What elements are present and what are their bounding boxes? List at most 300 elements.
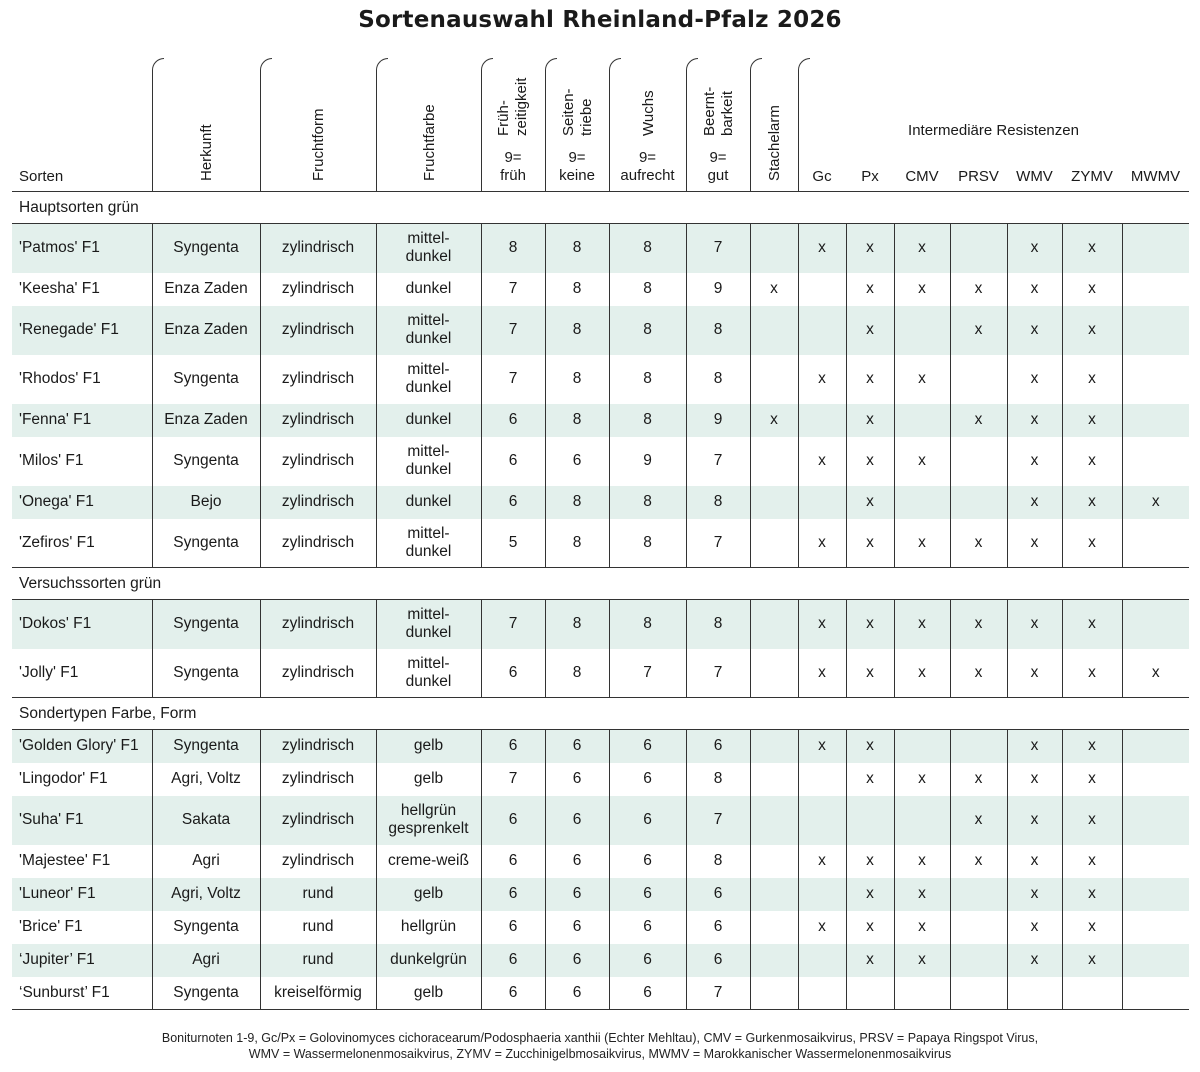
cell-fruchtfarbe	[376, 486, 481, 519]
cell-res-gc: x	[798, 355, 846, 404]
fruchtfarbe-line-1: mittel-	[407, 443, 450, 460]
cell-res-gc: x	[798, 437, 846, 486]
cell-res-prsv: x	[950, 845, 1007, 878]
cell-fruchtform: rund	[260, 878, 376, 911]
cell-res-gc	[798, 273, 846, 306]
cell-fruehzeitigkeit: 6	[481, 796, 545, 845]
cell-res-cmv: x	[894, 944, 950, 977]
cell-sorte: 'Brice' F1	[19, 918, 83, 935]
fruchtfarbe-line-1: gelb	[413, 737, 444, 755]
table-row	[12, 437, 1189, 486]
cell-res-zymv: x	[1062, 437, 1122, 486]
cell-herkunft: Syngenta	[152, 355, 260, 404]
cell-res-wmv: x	[1007, 649, 1062, 698]
cell-res-cmv	[894, 404, 950, 437]
header-wuchs-scale: 9= aufrecht	[620, 149, 675, 184]
cell-beerntbarkeit: 7	[686, 649, 750, 698]
cell-wuchs: 8	[609, 224, 686, 273]
cell-fruehzeitigkeit: 8	[481, 224, 545, 273]
cell-res-cmv: x	[894, 600, 950, 649]
cell-beerntbarkeit: 6	[686, 878, 750, 911]
cell-res-zymv: x	[1062, 911, 1122, 944]
cell-fruchtform: zylindrisch	[260, 796, 376, 845]
cell-herkunft: Syngenta	[152, 519, 260, 568]
cell-res-mwmv	[1122, 519, 1189, 568]
cell-fruchtfarbe	[376, 404, 481, 437]
cell-stachelarm	[750, 224, 798, 273]
cell-seitentriebe: 6	[545, 845, 609, 878]
cell-fruchtform: kreiselförmig	[260, 977, 376, 1010]
cell-res-zymv: x	[1062, 649, 1122, 698]
cell-res-zymv: x	[1062, 224, 1122, 273]
cell-beerntbarkeit: 7	[686, 977, 750, 1010]
cell-res-px: x	[846, 519, 894, 568]
header-seitentriebe-2: triebe	[578, 98, 595, 136]
fruchtfarbe-line-1: mittel-	[407, 312, 450, 329]
cell-res-zymv: x	[1062, 600, 1122, 649]
cell-res-wmv: x	[1007, 944, 1062, 977]
cell-res-zymv: x	[1062, 730, 1122, 763]
cell-res-wmv: x	[1007, 796, 1062, 845]
cell-stachelarm	[750, 600, 798, 649]
fruchtfarbe-line-1: dunkel	[405, 411, 452, 428]
section-label: Sondertypen Farbe, Form	[12, 698, 1189, 730]
header-beerntbarkeit-1: Beernt-	[701, 86, 718, 136]
cell-fruchtfarbe	[376, 519, 481, 568]
cell-res-mwmv	[1122, 273, 1189, 306]
cell-res-prsv	[950, 355, 1007, 404]
header-fruchtform: Fruchtform	[310, 108, 327, 181]
cell-herkunft: Sakata	[152, 796, 260, 845]
cell-res-prsv: x	[950, 649, 1007, 698]
cell-res-px	[846, 796, 894, 845]
cell-res-mwmv: x	[1122, 649, 1189, 698]
header-fruehzeitigkeit-1: Früh-	[495, 100, 512, 136]
cell-res-wmv: x	[1007, 600, 1062, 649]
cell-fruehzeitigkeit: 6	[481, 437, 545, 486]
cell-fruchtform: zylindrisch	[260, 600, 376, 649]
fruchtfarbe-line-1: gelb	[413, 770, 444, 787]
fruchtfarbe-line-1: gelb	[413, 983, 444, 1001]
fruchtfarbe-line-1: hellgrün	[400, 802, 457, 819]
cell-fruchtfarbe	[376, 649, 481, 698]
cell-seitentriebe: 6	[545, 944, 609, 977]
cell-sorte: 'Keesha' F1	[19, 280, 100, 297]
cell-stachelarm	[750, 649, 798, 698]
cell-res-prsv	[950, 944, 1007, 977]
cell-res-prsv	[950, 486, 1007, 519]
cell-res-wmv: x	[1007, 437, 1062, 486]
header-res-prsv: PRSV	[958, 168, 999, 185]
cell-fruchtfarbe	[376, 944, 481, 977]
fruchtfarbe-line-1: dunkel	[405, 280, 452, 297]
column-header	[12, 58, 1189, 191]
cell-res-gc: x	[798, 845, 846, 878]
cell-res-cmv	[894, 730, 950, 763]
cell-stachelarm	[750, 796, 798, 845]
cell-res-px: x	[846, 486, 894, 519]
cell-fruchtfarbe	[376, 600, 481, 649]
cell-herkunft: Syngenta	[152, 911, 260, 944]
cell-beerntbarkeit: 8	[686, 306, 750, 355]
cell-herkunft: Bejo	[152, 486, 260, 519]
cell-res-px: x	[846, 437, 894, 486]
cell-wuchs: 6	[609, 911, 686, 944]
cell-res-cmv	[894, 306, 950, 355]
cell-seitentriebe: 8	[545, 224, 609, 273]
cell-fruchtfarbe	[376, 977, 481, 1010]
cell-res-px: x	[846, 224, 894, 273]
footnote-line-1: Boniturnoten 1-9, Gc/Px = Golovinomyces cichoracearum/Podosphaeria xanthii (Echter Mehltau), CMV = Gurkenmosaikvirus, PRSV = Papaya Ringspot Virus,	[161, 1031, 1039, 1045]
fruchtfarbe-line-1: dunkelgrün	[390, 951, 467, 968]
cell-res-zymv: x	[1062, 944, 1122, 977]
table-row	[12, 730, 1189, 763]
cell-wuchs: 6	[609, 977, 686, 1010]
cell-herkunft: Agri, Voltz	[152, 763, 260, 796]
cell-fruchtfarbe	[376, 796, 481, 845]
cell-res-zymv: x	[1062, 306, 1122, 355]
cell-beerntbarkeit: 8	[686, 355, 750, 404]
cell-wuchs: 8	[609, 486, 686, 519]
cell-fruehzeitigkeit: 7	[481, 600, 545, 649]
fruchtfarbe-line-2: dunkel	[405, 542, 452, 560]
cell-res-cmv: x	[894, 273, 950, 306]
table-row	[12, 306, 1189, 355]
cell-res-gc	[798, 977, 846, 1010]
cell-seitentriebe: 6	[545, 730, 609, 763]
cell-res-px: x	[846, 273, 894, 306]
cell-beerntbarkeit: 9	[686, 404, 750, 437]
cell-res-px: x	[846, 355, 894, 404]
cell-res-mwmv	[1122, 977, 1189, 1010]
cell-fruchtfarbe	[376, 878, 481, 911]
fruchtfarbe-line-1: mittel-	[407, 230, 450, 248]
cell-res-zymv	[1062, 977, 1122, 1010]
page-title: Sortenauswahl Rheinland-Pfalz 2026	[358, 7, 842, 33]
cell-fruehzeitigkeit: 6	[481, 977, 545, 1010]
cell-res-mwmv	[1122, 944, 1189, 977]
cell-res-wmv: x	[1007, 519, 1062, 568]
cell-res-prsv	[950, 437, 1007, 486]
cell-beerntbarkeit: 8	[686, 600, 750, 649]
cell-res-zymv: x	[1062, 878, 1122, 911]
table-row	[12, 273, 1189, 306]
cell-res-zymv: x	[1062, 845, 1122, 878]
cell-res-mwmv	[1122, 355, 1189, 404]
cell-res-px	[846, 977, 894, 1010]
cell-sorte: 'Golden Glory' F1	[12, 730, 152, 763]
footnote-line-2: WMV = Wassermelonenmosaikvirus, ZYMV = Zucchinigelbmosaikvirus, MWMV = Marokkanischer Wassermelonenmosaikvirus	[248, 1047, 952, 1061]
cell-stachelarm: x	[750, 404, 798, 437]
table-row	[12, 649, 1189, 698]
cell-seitentriebe: 8	[545, 273, 609, 306]
cell-fruchtfarbe	[376, 437, 481, 486]
header-seitentriebe-scale: 9= keine	[559, 149, 595, 184]
table-row	[12, 796, 1189, 845]
fruchtfarbe-line-1: mittel-	[407, 361, 450, 378]
cell-beerntbarkeit: 7	[686, 437, 750, 486]
cell-sorte: 'Dokos' F1	[12, 600, 152, 649]
cell-seitentriebe: 6	[545, 911, 609, 944]
cell-res-zymv: x	[1062, 404, 1122, 437]
cell-res-gc	[798, 878, 846, 911]
cell-fruehzeitigkeit: 7	[481, 763, 545, 796]
cell-res-prsv: x	[950, 519, 1007, 568]
table-row	[12, 486, 1189, 519]
cell-res-cmv	[894, 796, 950, 845]
cell-res-zymv: x	[1062, 763, 1122, 796]
cell-beerntbarkeit: 6	[686, 730, 750, 763]
cell-res-prsv: x	[950, 763, 1007, 796]
header-fruchtfarbe: Fruchtfarbe	[421, 104, 438, 181]
cell-res-cmv: x	[894, 763, 950, 796]
cell-sorte: 'Luneor' F1	[12, 878, 152, 911]
cell-res-px: x	[846, 763, 894, 796]
footnote	[0, 1030, 1200, 1062]
cell-res-mwmv	[1122, 878, 1189, 911]
fruchtfarbe-line-2: dunkel	[405, 330, 452, 347]
cell-res-gc	[798, 763, 846, 796]
cell-res-zymv: x	[1062, 273, 1122, 306]
header-wuchs: Wuchs	[640, 90, 657, 136]
cell-res-cmv: x	[894, 878, 950, 911]
cell-herkunft: Syngenta	[152, 437, 260, 486]
table-row	[12, 911, 1189, 944]
cell-seitentriebe: 8	[545, 486, 609, 519]
fruchtfarbe-line-2: gesprenkelt	[388, 820, 469, 837]
cell-fruchtfarbe	[376, 355, 481, 404]
cell-herkunft: Enza Zaden	[152, 404, 260, 437]
table-row	[12, 600, 1189, 649]
cell-res-prsv	[950, 730, 1007, 763]
variety-table	[12, 191, 1189, 1010]
cell-res-gc	[798, 306, 846, 355]
section-label: Hauptsorten grün	[12, 192, 1189, 224]
cell-wuchs: 8	[609, 404, 686, 437]
cell-res-wmv: x	[1007, 486, 1062, 519]
cell-fruchtform: zylindrisch	[260, 845, 376, 878]
cell-res-prsv: x	[950, 600, 1007, 649]
cell-res-mwmv	[1122, 306, 1189, 355]
cell-wuchs: 6	[609, 845, 686, 878]
cell-res-mwmv	[1122, 911, 1189, 944]
cell-fruehzeitigkeit: 6	[481, 911, 545, 944]
table-row	[12, 977, 1189, 1010]
cell-herkunft: Syngenta	[152, 224, 260, 273]
cell-stachelarm	[750, 845, 798, 878]
header-res-mwmv: MWMV	[1130, 168, 1181, 185]
cell-fruehzeitigkeit: 6	[481, 878, 545, 911]
cell-wuchs: 8	[609, 519, 686, 568]
cell-beerntbarkeit: 8	[686, 763, 750, 796]
cell-seitentriebe: 8	[545, 519, 609, 568]
cell-fruchtfarbe	[376, 306, 481, 355]
cell-seitentriebe: 6	[545, 437, 609, 486]
cell-res-gc	[798, 486, 846, 519]
cell-res-prsv: x	[950, 796, 1007, 845]
cell-stachelarm	[750, 437, 798, 486]
cell-sorte: 'Onega' F1	[12, 486, 152, 519]
cell-res-prsv	[950, 224, 1007, 273]
cell-res-gc: x	[798, 911, 846, 944]
cell-fruehzeitigkeit: 6	[481, 944, 545, 977]
cell-res-wmv: x	[1007, 911, 1062, 944]
cell-wuchs: 9	[609, 437, 686, 486]
cell-sorte: 'Suha' F1	[12, 796, 152, 845]
cell-fruchtfarbe	[376, 845, 481, 878]
cell-res-cmv	[894, 486, 950, 519]
cell-res-gc: x	[798, 649, 846, 698]
cell-res-wmv: x	[1007, 730, 1062, 763]
cell-stachelarm	[750, 519, 798, 568]
cell-res-mwmv	[1122, 600, 1189, 649]
cell-fruchtform: zylindrisch	[260, 224, 376, 273]
cell-res-wmv: x	[1007, 763, 1062, 796]
cell-res-gc: x	[798, 600, 846, 649]
cell-herkunft: Syngenta	[152, 600, 260, 649]
fruchtfarbe-line-2: dunkel	[405, 379, 452, 396]
section-header	[12, 698, 1189, 730]
cell-fruehzeitigkeit: 6	[481, 649, 545, 698]
cell-res-cmv: x	[894, 845, 950, 878]
header-res-px: Px	[861, 168, 879, 185]
cell-res-mwmv	[1122, 730, 1189, 763]
fruchtfarbe-line-1: hellgrün	[400, 918, 457, 935]
cell-wuchs: 6	[609, 944, 686, 977]
cell-res-gc	[798, 404, 846, 437]
cell-res-gc	[798, 944, 846, 977]
cell-herkunft: Syngenta	[152, 730, 260, 763]
cell-res-mwmv: x	[1122, 486, 1189, 519]
cell-fruehzeitigkeit: 6	[481, 486, 545, 519]
cell-res-cmv: x	[894, 355, 950, 404]
header-res-zymv: ZYMV	[1071, 168, 1113, 185]
cell-res-wmv: x	[1007, 224, 1062, 273]
cell-sorte: 'Majestee' F1	[19, 852, 111, 869]
table-row	[12, 519, 1189, 568]
cell-stachelarm: x	[750, 273, 798, 306]
cell-res-prsv	[950, 977, 1007, 1010]
cell-herkunft: Agri	[152, 944, 260, 977]
cell-res-px: x	[846, 730, 894, 763]
cell-res-gc	[798, 796, 846, 845]
cell-herkunft: Enza Zaden	[152, 273, 260, 306]
cell-res-gc: x	[798, 519, 846, 568]
cell-fruchtform: zylindrisch	[260, 355, 376, 404]
header-beerntbarkeit-2: barkeit	[719, 90, 736, 136]
cell-res-px: x	[846, 845, 894, 878]
cell-sorte: ‘Sunburst’ F1	[12, 977, 152, 1010]
cell-sorte: 'Lingodor' F1	[19, 770, 108, 787]
cell-res-px: x	[846, 649, 894, 698]
cell-res-cmv: x	[894, 519, 950, 568]
cell-fruchtform: zylindrisch	[260, 306, 376, 355]
cell-res-mwmv	[1122, 224, 1189, 273]
cell-wuchs: 8	[609, 306, 686, 355]
cell-res-wmv: x	[1007, 273, 1062, 306]
cell-res-wmv: x	[1007, 878, 1062, 911]
cell-res-px: x	[846, 600, 894, 649]
fruchtfarbe-line-1: mittel-	[407, 654, 450, 672]
cell-seitentriebe: 6	[545, 796, 609, 845]
header-res-wmv: WMV	[1016, 168, 1053, 185]
cell-herkunft: Agri	[152, 845, 260, 878]
cell-stachelarm	[750, 763, 798, 796]
cell-res-px: x	[846, 944, 894, 977]
cell-seitentriebe: 6	[545, 977, 609, 1010]
cell-herkunft: Agri, Voltz	[152, 878, 260, 911]
cell-res-mwmv	[1122, 845, 1189, 878]
fruchtfarbe-line-2: dunkel	[405, 672, 452, 690]
cell-beerntbarkeit: 6	[686, 911, 750, 944]
cell-sorte: 'Jolly' F1	[19, 663, 79, 681]
cell-res-wmv	[1007, 977, 1062, 1010]
cell-res-prsv: x	[950, 404, 1007, 437]
cell-stachelarm	[750, 977, 798, 1010]
table-row	[12, 763, 1189, 796]
cell-beerntbarkeit: 7	[686, 796, 750, 845]
cell-res-px: x	[846, 306, 894, 355]
cell-stachelarm	[750, 911, 798, 944]
cell-res-gc: x	[798, 224, 846, 273]
cell-fruchtform: rund	[260, 944, 376, 977]
cell-fruehzeitigkeit: 7	[481, 273, 545, 306]
fruchtfarbe-line-1: gelb	[413, 885, 444, 902]
cell-sorte: 'Rhodos' F1	[19, 370, 101, 387]
header-beerntbarkeit-scale: 9= gut	[707, 149, 729, 184]
header-stachelarm: Stachelarm	[766, 105, 783, 181]
table-row	[12, 224, 1189, 273]
cell-seitentriebe: 8	[545, 649, 609, 698]
cell-sorte: 'Patmos' F1	[12, 224, 152, 273]
cell-herkunft: Syngenta	[152, 977, 260, 1010]
cell-fruchtform: zylindrisch	[260, 486, 376, 519]
cell-herkunft: Enza Zaden	[152, 306, 260, 355]
cell-fruehzeitigkeit: 6	[481, 730, 545, 763]
cell-res-gc: x	[798, 730, 846, 763]
header-res-gc: Gc	[812, 168, 832, 185]
cell-herkunft: Syngenta	[152, 649, 260, 698]
cell-sorte: ‘Jupiter’ F1	[12, 944, 152, 977]
cell-beerntbarkeit: 9	[686, 273, 750, 306]
table-row	[12, 404, 1189, 437]
cell-sorte: 'Renegade' F1	[12, 306, 152, 355]
cell-res-prsv	[950, 911, 1007, 944]
cell-res-cmv: x	[894, 649, 950, 698]
cell-wuchs: 6	[609, 796, 686, 845]
cell-beerntbarkeit: 8	[686, 486, 750, 519]
cell-fruchtform: zylindrisch	[260, 273, 376, 306]
cell-fruchtform: rund	[260, 911, 376, 944]
fruchtfarbe-line-2: dunkel	[405, 461, 452, 478]
table-row	[12, 355, 1189, 404]
cell-res-px: x	[846, 404, 894, 437]
header-sorten: Sorten	[19, 168, 64, 185]
cell-seitentriebe: 8	[545, 404, 609, 437]
cell-fruehzeitigkeit: 6	[481, 404, 545, 437]
cell-res-zymv: x	[1062, 519, 1122, 568]
cell-fruchtform: zylindrisch	[260, 437, 376, 486]
cell-res-cmv: x	[894, 224, 950, 273]
cell-seitentriebe: 6	[545, 763, 609, 796]
cell-res-zymv: x	[1062, 355, 1122, 404]
cell-res-px: x	[846, 911, 894, 944]
cell-seitentriebe: 8	[545, 600, 609, 649]
cell-stachelarm	[750, 306, 798, 355]
cell-fruchtform: zylindrisch	[260, 519, 376, 568]
cell-beerntbarkeit: 8	[686, 845, 750, 878]
cell-res-wmv: x	[1007, 355, 1062, 404]
